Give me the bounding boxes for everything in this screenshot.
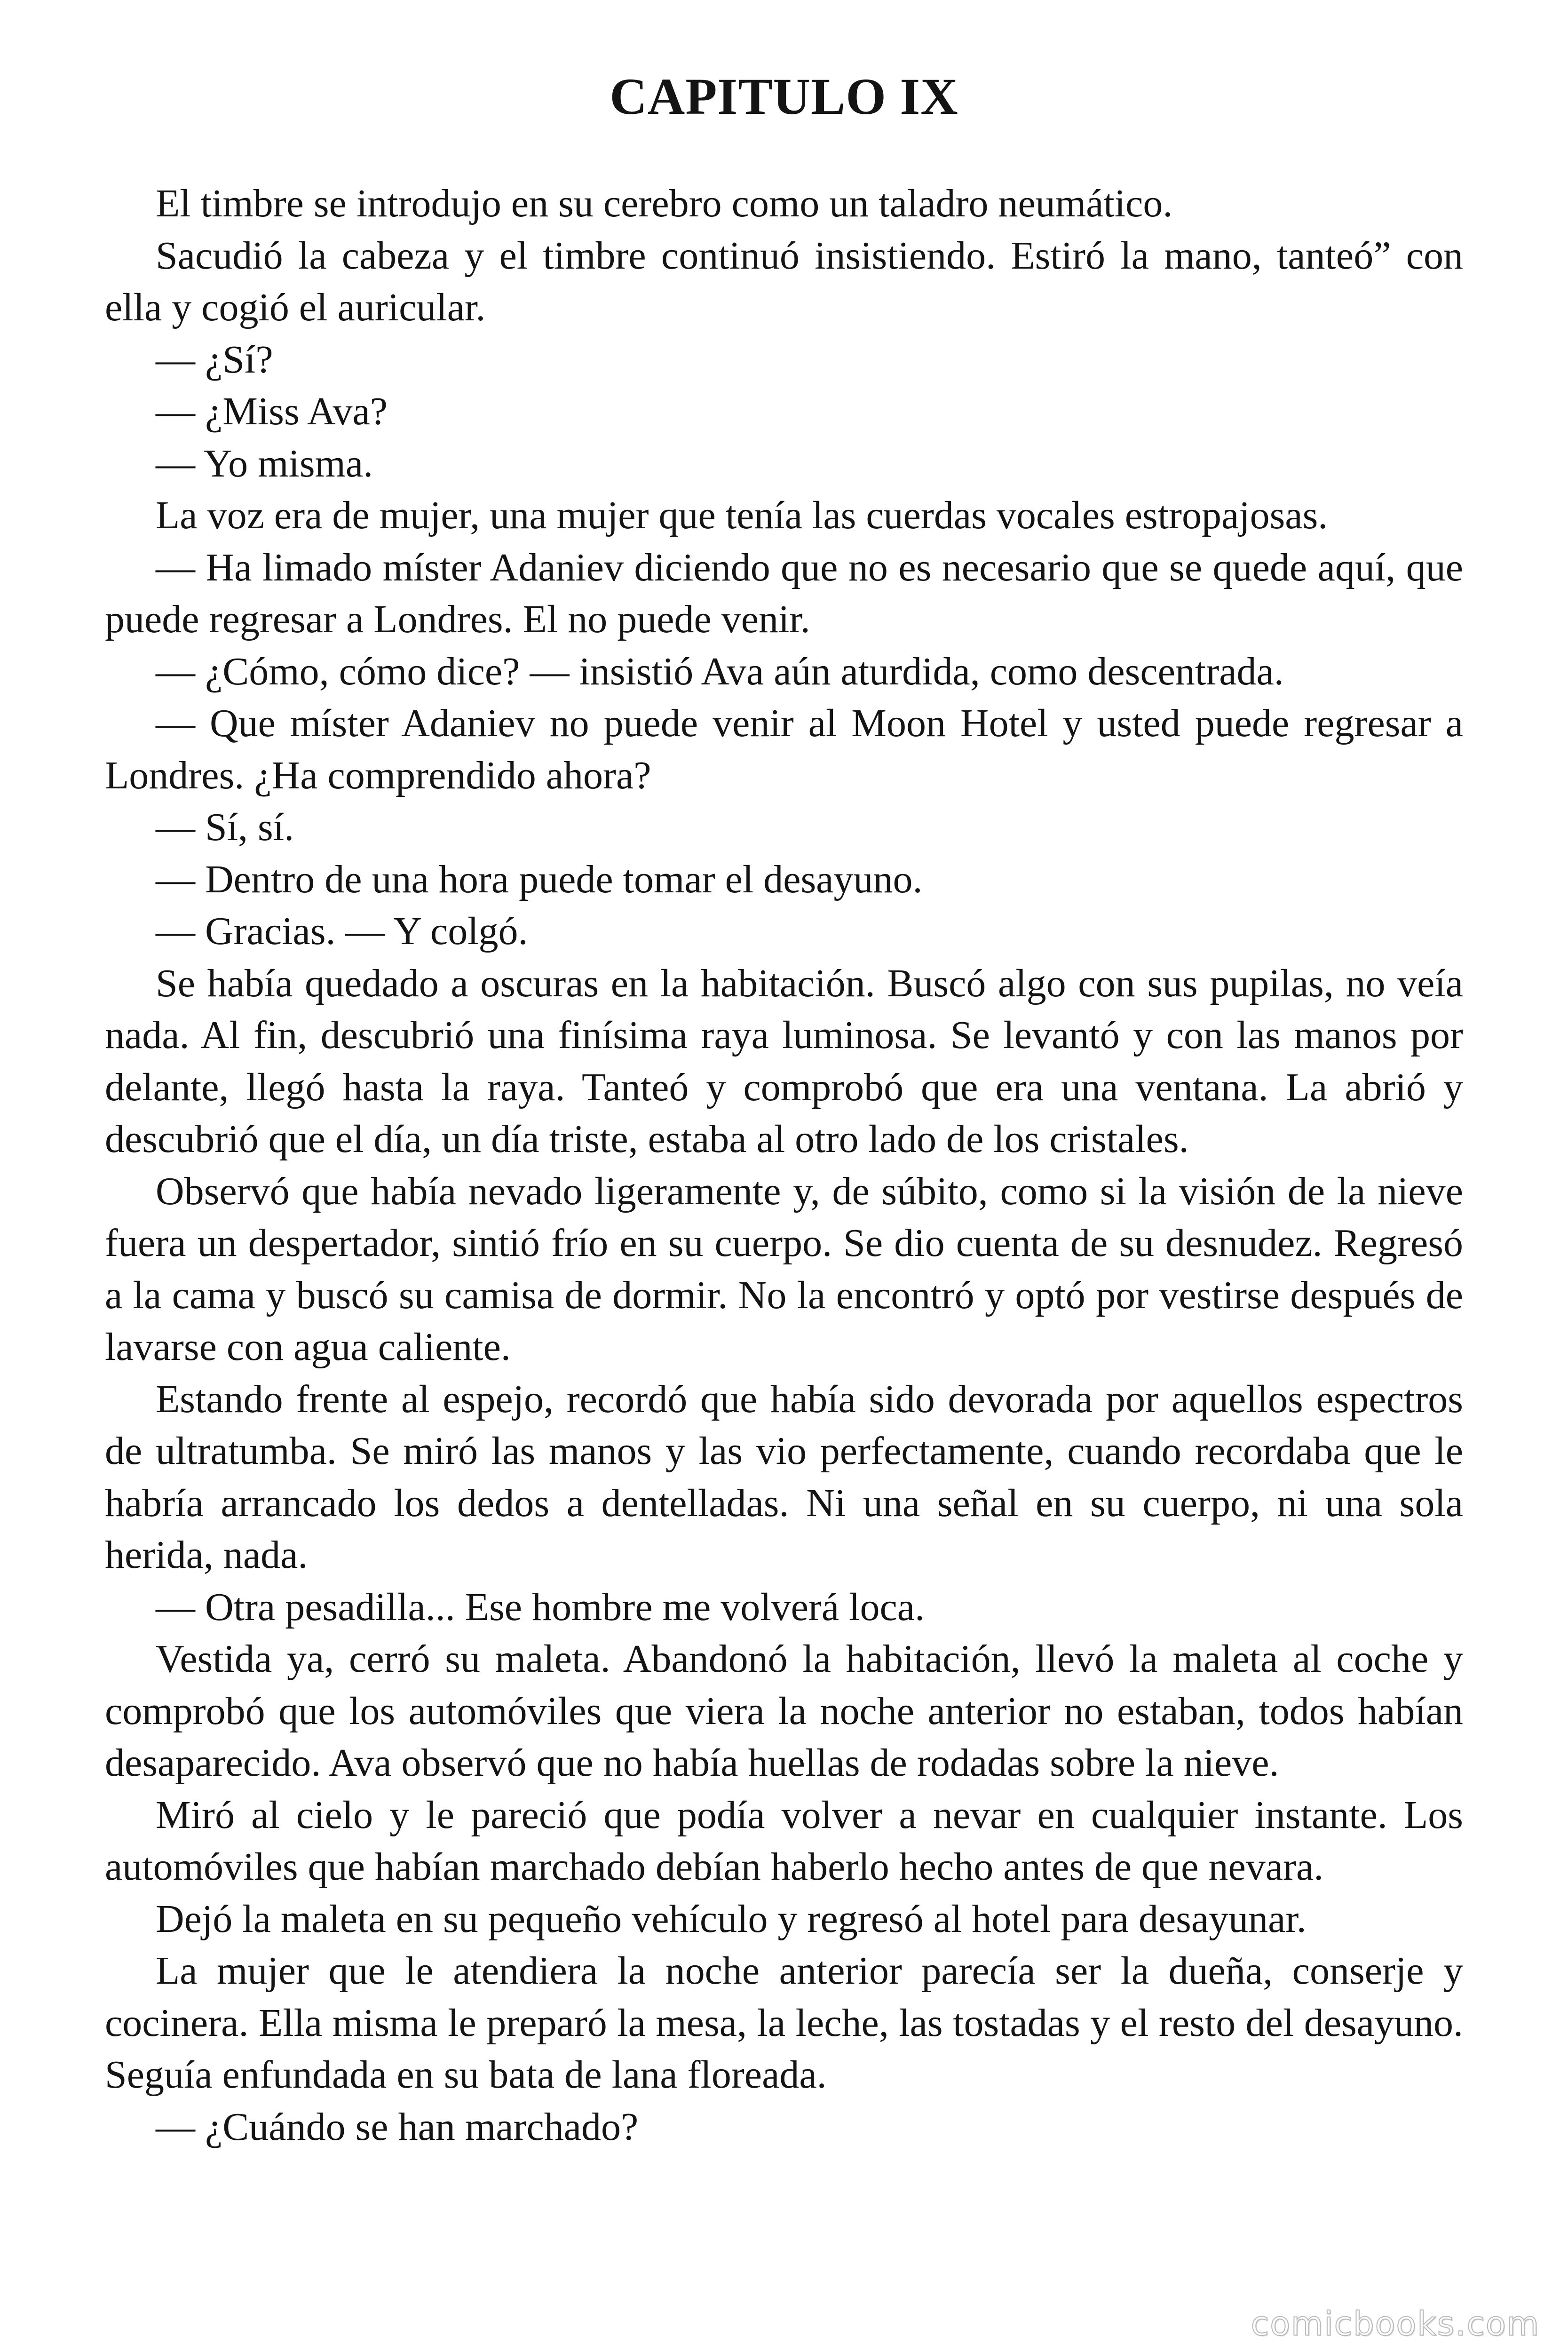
paragraph: Sacudió la cabeza y el timbre continuó insistiendo. Estiró la mano, tanteó” con ella y cogió el auricular. <box>105 233 1463 329</box>
dialogue-line: — ¿Cuándo se han marchado? <box>156 2105 639 2149</box>
paragraph: El timbre se introdujo en su cerebro como un taladro neumático. <box>156 182 1173 225</box>
paragraph: Vestida ya, cerró su maleta. Abandonó la habitación, llevó la maleta al coche y comprobó que los automóviles que viera la noche anterior no estaban, todos habían desaparecido. Ava observó que no había huellas de rodadas sobre la nieve. <box>105 1637 1463 1785</box>
dialogue-line: — Dentro de una hora puede tomar el desayuno. <box>156 857 923 901</box>
watermark: comicbooks.com <box>1251 2304 1540 2343</box>
chapter-title: CAPITULO IX <box>610 68 958 125</box>
paragraph: Estando frente al espejo, recordó que había sido devorada por aquellos espectros de ultratumba. Se miró las manos y las vio perfectamente, cuando recordaba que le habría arrancado los dedos a dentelladas. Ni una señal en su cuerpo, ni una sola herida, nada. <box>105 1377 1463 1577</box>
dialogue-line: — ¿Sí? <box>156 337 273 381</box>
paragraph: Observó que había nevado ligeramente y, de súbito, como si la visión de la nieve fuera un despertador, sintió frío en su cuerpo. Se dio cuenta de su desnudez. Regresó a la cama y buscó su camisa de dormir. No la encontró y optó por vestirse después de lavarse con agua caliente. <box>105 1169 1463 1369</box>
body-text <box>105 178 1463 2153</box>
dialogue-line: — Otra pesadilla... Ese hombre me volverá loca. <box>156 1585 925 1629</box>
paragraph: La mujer que le atendiera la noche anterior parecía ser la dueña, conserje y cocinera. Ella misma le preparó la mesa, la leche, las tostadas y el resto del desayuno. Seguía enfundada en su bata de lana floreada. <box>105 1949 1463 2097</box>
dialogue-line: — Sí, sí. <box>156 805 294 849</box>
dialogue-line: — Que míster Adaniev no puede venir al Moon Hotel y usted puede regresar a Londres. ¿Ha comprendido ahora? <box>105 701 1463 797</box>
paragraph: Miró al cielo y le pareció que podía volver a nevar en cualquier instante. Los automóviles que habían marchado debían haberlo hecho antes de que nevara. <box>105 1793 1463 1889</box>
paragraph: Dejó la maleta en su pequeño vehículo y regresó al hotel para desayunar. <box>156 1897 1307 1941</box>
dialogue-line: — Yo misma. <box>156 441 373 485</box>
dialogue-line: — Gracias. — Y colgó. <box>156 909 528 953</box>
paragraph: Se había quedado a oscuras en la habitación. Buscó algo con sus pupilas, no veía nada. Al fin, descubrió una finísima raya luminosa. Se levantó y con las manos por delante, llegó hasta la raya. Tanteó y comprobó que era una ventana. La abrió y descubrió que el día, un día triste, estaba al otro lado de los cristales. <box>105 961 1463 1161</box>
dialogue-line: — Ha limado míster Adaniev diciendo que no es necesario que se quede aquí, que puede regresar a Londres. El no puede venir. <box>105 545 1463 641</box>
paragraph: La voz era de mujer, una mujer que tenía las cuerdas vocales estropajosas. <box>156 493 1328 537</box>
dialogue-line: — ¿Cómo, cómo dice? — insistió Ava aún aturdida, como descentrada. <box>156 649 1284 693</box>
dialogue-line: — ¿Miss Ava? <box>156 389 388 433</box>
